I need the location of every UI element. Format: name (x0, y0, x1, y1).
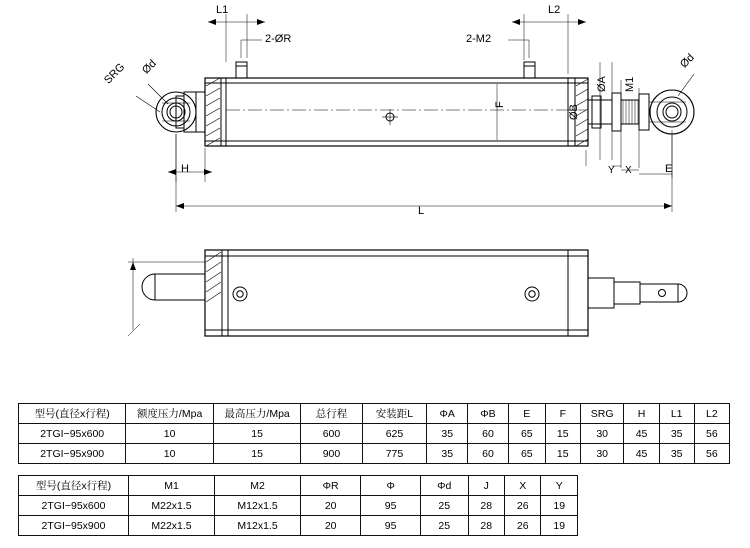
table-row (19, 516, 578, 536)
dim-label-X: X (625, 165, 632, 176)
cell: 15 (545, 444, 580, 464)
cell: 35 (659, 444, 694, 464)
cell: 20 (301, 496, 361, 516)
cell: 775 (362, 444, 427, 464)
dim-label-phiB: ØB (568, 104, 580, 120)
dim-label-L1: L1 (216, 4, 229, 16)
cell: 2TGI−95x900 (19, 516, 129, 536)
dim-label-phid-left: Ød (140, 57, 159, 77)
th-model: 型号(直径x行程) (19, 476, 129, 496)
cell: 56 (694, 424, 729, 444)
cell: 95 (361, 516, 421, 536)
cell: 45 (624, 444, 659, 464)
th-rated-pressure: 额度压力/Mpa (126, 404, 213, 424)
cell: 30 (580, 444, 624, 464)
dim-label-E: E (665, 163, 673, 175)
cell: 10 (126, 444, 213, 464)
th-phiA: ΦA (427, 404, 468, 424)
cell: 19 (541, 516, 578, 536)
cell: M22x1.5 (129, 496, 215, 516)
th-M1: M1 (129, 476, 215, 496)
th-Y: Y (541, 476, 578, 496)
th-total-stroke: 总行程 (301, 404, 362, 424)
cell: 25 (421, 496, 468, 516)
cell: 95 (361, 496, 421, 516)
cell: 35 (659, 424, 694, 444)
th-L1: L1 (659, 404, 694, 424)
dim-label-Y: Y (608, 165, 615, 176)
cell: 26 (504, 516, 540, 536)
cell: 25 (421, 516, 468, 536)
cell: 65 (508, 424, 545, 444)
cell: 2TGI−95x900 (19, 444, 126, 464)
cell: 2TGI−95x600 (19, 424, 126, 444)
th-phiB: ΦB (468, 404, 509, 424)
cell: 15 (213, 444, 300, 464)
th-phid: Φd (421, 476, 468, 496)
spec-tables (18, 403, 732, 536)
table-header-row (19, 404, 730, 424)
cell: 35 (427, 424, 468, 444)
table-row (19, 496, 578, 516)
cell: 35 (427, 444, 468, 464)
cell: M12x1.5 (215, 516, 301, 536)
cell: 15 (213, 424, 300, 444)
th-install-length: 安装距L (362, 404, 427, 424)
table-row (19, 424, 730, 444)
cell: 45 (624, 424, 659, 444)
cell: 900 (301, 444, 362, 464)
cell: 625 (362, 424, 427, 444)
dim-label-L2: L2 (548, 4, 561, 16)
th-F: F (545, 404, 580, 424)
th-model: 型号(直径x行程) (19, 404, 126, 424)
cell: 19 (541, 496, 578, 516)
cell: 15 (545, 424, 580, 444)
cell: 56 (694, 444, 729, 464)
th-H: H (624, 404, 659, 424)
cell: 10 (126, 424, 213, 444)
th-SRG: SRG (580, 404, 624, 424)
cell: 30 (580, 424, 624, 444)
dim-label-phid-right: Ød (678, 51, 697, 71)
th-L2: L2 (694, 404, 729, 424)
cell: M12x1.5 (215, 496, 301, 516)
th-phiR: ΦR (301, 476, 361, 496)
cell: 60 (468, 424, 509, 444)
dim-label-SRG: SRG (102, 61, 128, 87)
dim-label-H: H (181, 163, 189, 175)
table-row (19, 444, 730, 464)
th-X: X (504, 476, 540, 496)
cell: 2TGI−95x600 (19, 496, 129, 516)
dim-label-phiA: ØA (596, 76, 608, 92)
th-M2: M2 (215, 476, 301, 496)
spec-table-1 (18, 403, 730, 464)
th-max-pressure: 最高压力/Mpa (213, 404, 300, 424)
table-header-row (19, 476, 578, 496)
dim-label-L: L (418, 205, 425, 217)
dim-label-M1: M1 (624, 76, 636, 92)
dim-label-2-phiR: 2-ØR (265, 33, 292, 45)
cell: 28 (468, 496, 504, 516)
dim-label-F: F (494, 101, 506, 108)
cell: M22x1.5 (129, 516, 215, 536)
cell: 65 (508, 444, 545, 464)
cell: 600 (301, 424, 362, 444)
th-J: J (468, 476, 504, 496)
th-E: E (508, 404, 545, 424)
cell: 28 (468, 516, 504, 536)
cell: 26 (504, 496, 540, 516)
spec-table-2 (18, 475, 578, 536)
th-phi: Φ (361, 476, 421, 496)
dim-label-2-M2: 2-M2 (466, 33, 492, 45)
cell: 60 (468, 444, 509, 464)
cell: 20 (301, 516, 361, 536)
